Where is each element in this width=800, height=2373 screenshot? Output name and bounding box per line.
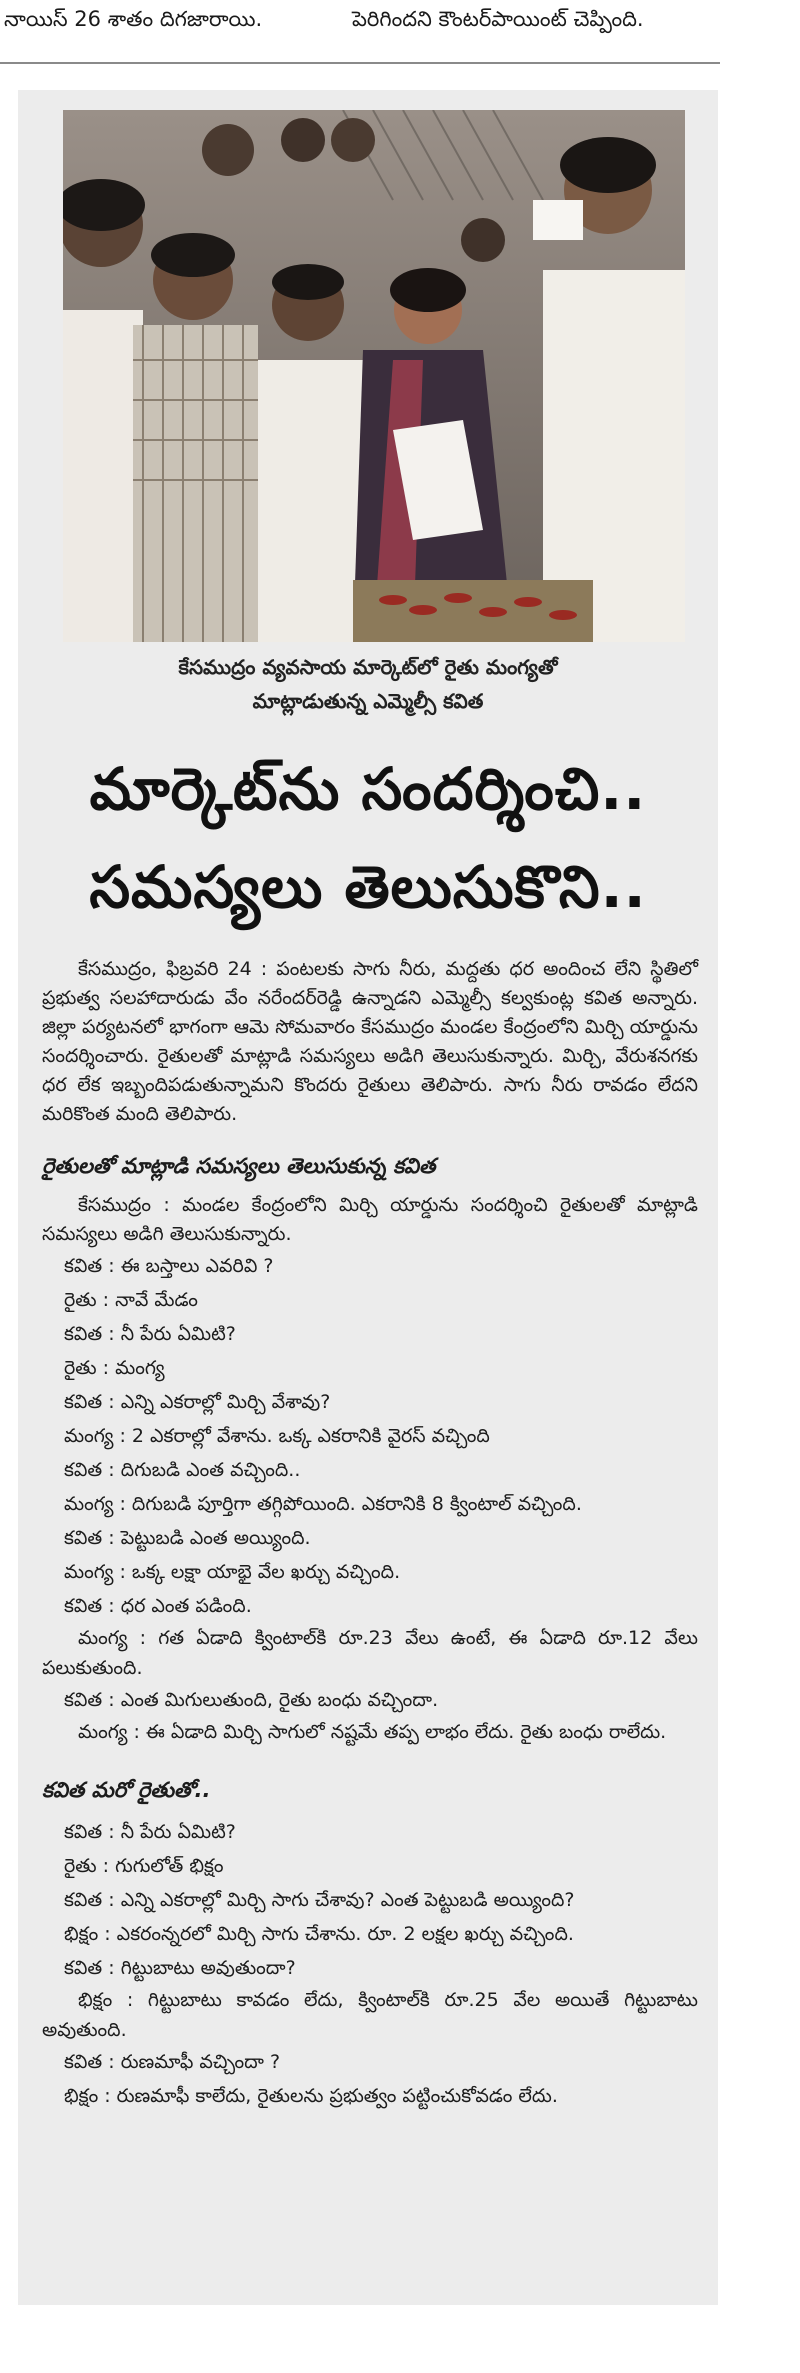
intro-paragraph: కేసముద్రం, ఫిబ్రవరి 24 : పంటలకు సాగు నీరు, మద్దతు ధర అందించ లేని స్థితిలో ప్రభుత్వ సలహాదారుడు వేం నరేందర్‌రెడ్డి ఉన్నాడని ఎమ్మెల్సీ కల్వకుంట్ల కవిత అన్నారు. జిల్లా పర్యటనలో భాగంగా ఆమె సోమవారం కేసముద్రం మండల కేంద్రంలోని మిర్చి యార్డును సందర్శించారు. రైతులతో మాట్లాడి సమస్యలు అడిగి తెలుసుకున్నారు. మిర్చి, వేరుశనగకు ధర లేక ఇబ్బందిపడుతున్నామని కొందరు రైతులు తెలిపారు. సాగు నీరు రావడం లేదని మరికొంత మంది తెలిపారు.: [42, 958, 698, 1125]
dialogue-line: కవిత : ఎన్ని ఎకరాల్లో మిర్చి సాగు చేశావు? ఎంత పెట్టుబడి అయ్యింది?: [64, 1889, 575, 1911]
dialogue-line: మంగ్య : ఒక్క లక్షా యాభై వేల ఖర్చు వచ్చింది.: [64, 1561, 401, 1583]
dialogue-line: మంగ్య : దిగుబడి పూర్తిగా తగ్గిపోయింది. ఎకరానికి 8 క్వింటాల్ వచ్చింది.: [64, 1493, 582, 1515]
dialogue-line: భిక్షం : ఎకరంన్నరలో మిర్చి సాగు చేశాను. రూ. 2 లక్షల ఖర్చు వచ్చింది.: [64, 1923, 574, 1945]
dialogue-line: కవిత : నీ పేరు ఏమిటి?: [64, 1323, 236, 1345]
dialogue-line: భిక్షం : గిట్టుబాటు కావడం లేదు, క్వింటాల్‌కి రూ.25 వేల అయితే గిట్టుబాటు అవుతుంది.: [42, 1989, 698, 2041]
dialogue-line: రైతు : మంగ్య: [64, 1357, 165, 1379]
dialogue-line: కవిత : ధర ఎంత పడింది.: [64, 1595, 252, 1617]
dialogue-line: కవిత : ఈ బస్తాలు ఎవరివి ?: [64, 1255, 274, 1277]
dialogue-line: కవిత : దిగుబడి ఎంత వచ్చింది..: [64, 1459, 301, 1481]
article-panel: [18, 90, 718, 2305]
headline-line-2: సమస్యలు తెలుసుకొని..: [89, 853, 647, 921]
section-2-dialogue: [42, 1815, 698, 2113]
article-body: [42, 955, 698, 2113]
photo-caption-line-1: కేసముద్రం వ్యవసాయ మార్కెట్‌లో రైతు మంగ్యతో: [178, 655, 558, 679]
section-2-heading: కవిత మరో రైతుతో..: [42, 1778, 211, 1802]
photo-caption-line-2: మాట్లాడుతున్న ఎమ్మెల్సీ కవిత: [252, 689, 484, 713]
previous-article-strip: [0, 0, 720, 64]
dialogue-line: కవిత : ఎన్ని ఎకరాల్లో మిర్చి వేశావు?: [64, 1391, 331, 1413]
news-photo-illustration: [63, 110, 685, 642]
article-headline: [18, 740, 718, 936]
dialogue-line: కవిత : గిట్టుబాటు అవుతుందా?: [64, 1957, 296, 1979]
headline-line-1: మార్కెట్‌ను సందర్శించి..: [89, 755, 647, 823]
dialogue-line: మంగ్య : ఈ ఏడాది మిర్చి సాగులో నష్టమే తప్ప లాభం లేదు. రైతు బంధు రాలేదు.: [78, 1721, 667, 1743]
dialogue-line: కవిత : పెట్టుబడి ఎంత అయ్యింది.: [64, 1527, 311, 1549]
dialogue-line: కవిత : ఎంత మిగులుతుంది, రైతు బంధు వచ్చిందా.: [64, 1689, 439, 1711]
previous-article-right-text: పెరిగిందని కౌంటర్‌పాయింట్ చెప్పింది.: [352, 7, 644, 31]
section-1-heading: రైతులతో మాట్లాడి సమస్యలు తెలుసుకున్న కవిత: [42, 1154, 436, 1178]
dialogue-line: మంగ్య : గత ఏడాది క్వింటాల్‌కి రూ.23 వేలు ఉంటే, ఈ ఏడాది రూ.12 వేలు పలుకుతుంది.: [42, 1627, 698, 1679]
section-1-lead: కేసముద్రం : మండల కేంద్రంలోని మిర్చి యార్డును సందర్శించి రైతులతో మాట్లాడి సమస్యలు అడిగి తెలుసుకున్నారు.: [42, 1194, 698, 1245]
news-photo: [63, 110, 685, 642]
section-1-dialogue: [42, 1249, 698, 1747]
dialogue-line: కవిత : నీ పేరు ఏమిటి?: [64, 1821, 236, 1843]
dialogue-line: రైతు : గుగులోత్ భిక్షం: [64, 1855, 224, 1877]
previous-article-left-text: నాయిస్ 26 శాతం దిగజారాయి.: [4, 7, 263, 31]
dialogue-line: రైతు : నావే మేడం: [64, 1289, 198, 1311]
photo-caption: [18, 650, 718, 718]
dialogue-line: భిక్షం : రుణమాఫీ కాలేదు, రైతులను ప్రభుత్వం పట్టించుకోవడం లేదు.: [64, 2085, 558, 2107]
dialogue-line: కవిత : రుణమాఫీ వచ్చిందా ?: [64, 2051, 281, 2073]
dialogue-line: మంగ్య : 2 ఎకరాల్లో వేశాను. ఒక్క ఎకరానికి వైరస్ వచ్చింది: [64, 1425, 490, 1447]
